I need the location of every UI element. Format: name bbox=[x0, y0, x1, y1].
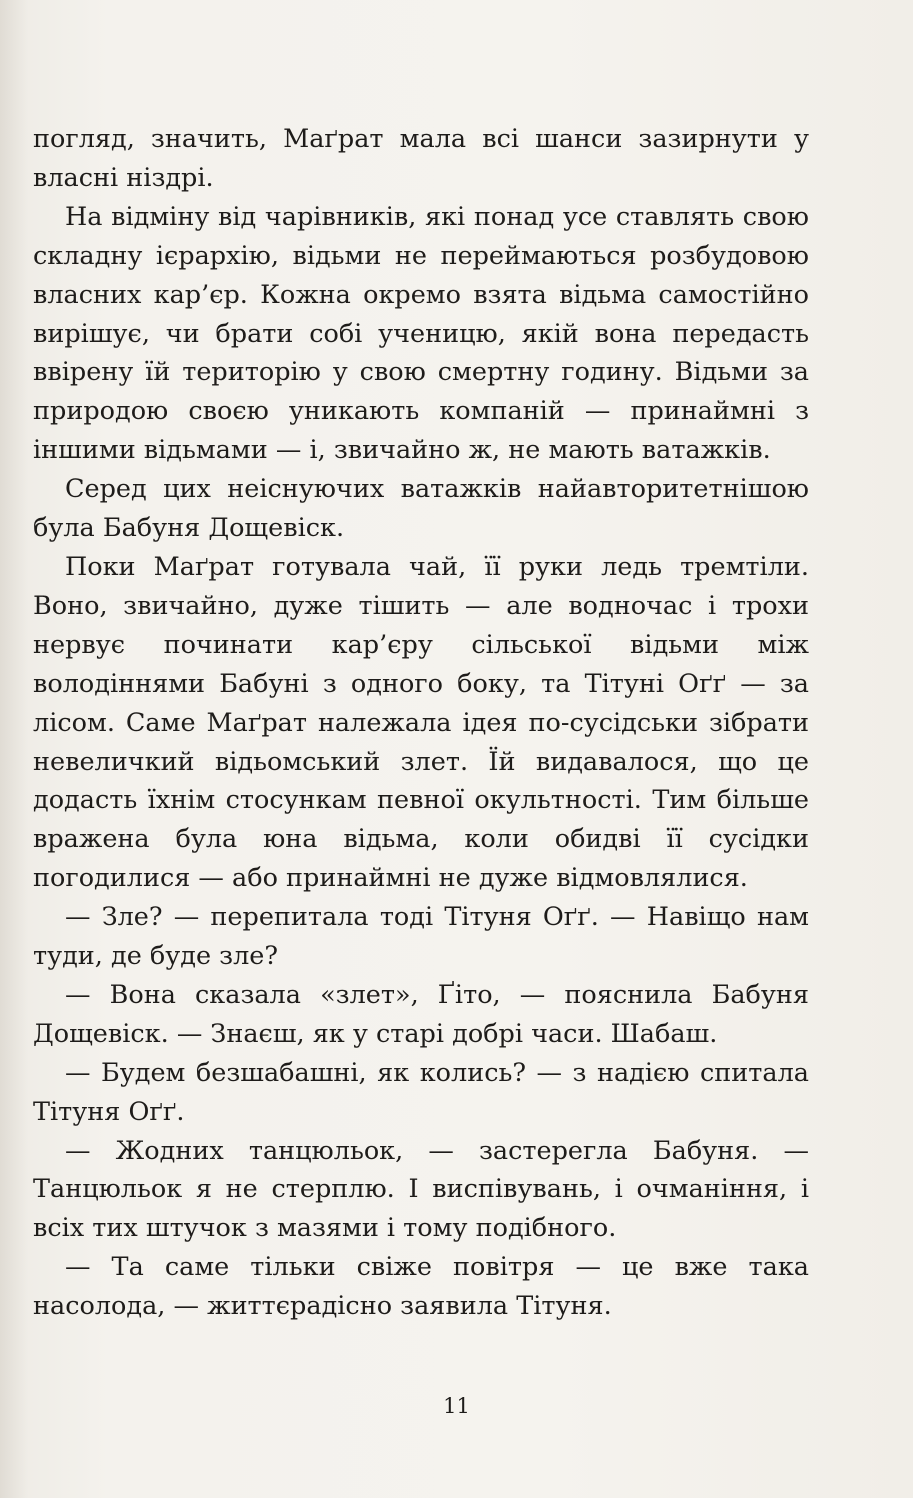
paragraph: погляд, значить, Маґрат мала всі шанси зазирнути у власні ніздрі. bbox=[33, 124, 809, 193]
dialogue-line: — Будем безшабашні, як колись? — з надією спитала Тітуня Оґґ. bbox=[33, 1057, 809, 1127]
paragraph: На відміну від чарівників, які понад усе ставлять свою складну ієрархію, відьми не переймаються розбудовою власних кар’єр. Кожна окремо взята відьма самостійно вирішує, чи брати собі ученицю, якій вона передасть ввірену їй територію у свою смертну годину. Відьми за природою своєю уникають компаній — принаймні з іншими відьмами — і, звичайно ж, не мають ватажків. bbox=[33, 201, 809, 466]
page-number: 11 bbox=[443, 1394, 470, 1418]
paragraph: Серед цих неіснуючих ватажків найавторитетнішою була Бабуня Дощевіск. bbox=[33, 474, 809, 544]
body-text bbox=[33, 120, 809, 1326]
paragraph: Поки Маґрат готувала чай, її руки ледь тремтіли. Воно, звичайно, дуже тішить — але водночас і трохи нервує починати кар’єру сільської відьми між володіннями Бабуні з одного боку, та Тітуні Оґґ — за лісом. Саме Маґрат належала ідея по-сусідськи зібрати невеличкий відьомський злет. Їй видавалося, що це додасть їхнім стосункам певної окультності. Тим більше вражена була юна відьма, коли обидві її сусідки погодилися — або принаймні не дуже відмовлялися. bbox=[33, 551, 809, 894]
dialogue-line: — Жодних танцюльок, — застерегла Бабуня. — Танцюльок я не стерплю. І виспівувань, і очманіння, і всіх тих штучок з мазями і тому подібного. bbox=[33, 1135, 809, 1244]
dialogue-line: — Зле? — перепитала тоді Тітуня Оґґ. — Навіщо нам туди, де буде зле? bbox=[33, 902, 809, 972]
dialogue-line: — Вона сказала «злет», Ґіто, — пояснила Бабуня Дощевіск. — Знаєш, як у старі добрі часи. Шабаш. bbox=[33, 979, 809, 1049]
spine-shadow bbox=[0, 0, 28, 1498]
dialogue-line: — Та саме тільки свіже повітря — це вже така насолода, — життєрадісно заявила Тітуня. bbox=[33, 1252, 809, 1322]
